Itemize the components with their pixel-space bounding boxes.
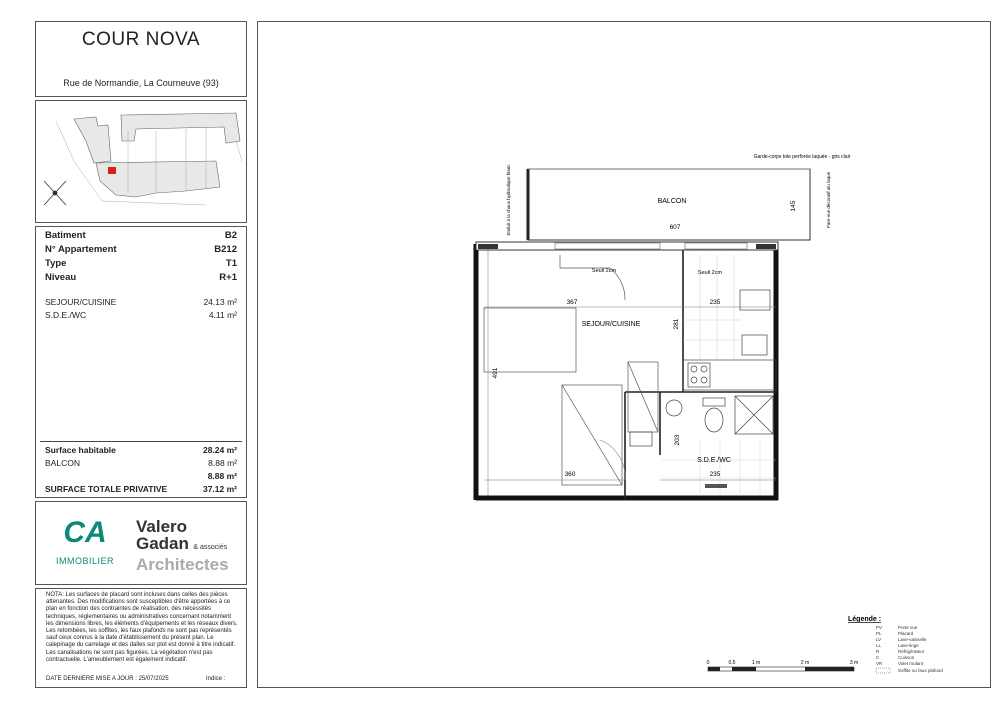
scale-label: 0.5 [728, 660, 736, 666]
total-row [45, 484, 237, 496]
door-swing [600, 440, 625, 480]
floor-plan [258, 22, 990, 687]
scale-label: 0 [706, 660, 710, 666]
ext-total-row [45, 471, 237, 483]
dim-sejour-depth: 491 [492, 367, 499, 379]
building-value: B2 [224, 230, 237, 241]
ext-total-value: 8.88 m² [207, 471, 237, 481]
index-label: Indice : [206, 676, 226, 682]
type-label: Type [45, 258, 67, 269]
level-value: R+1 [219, 272, 237, 283]
railing-note: Garde-corps tole perforée laquée - gris clair [753, 154, 851, 160]
legend-text: Porte vue [898, 625, 918, 630]
legend-code: C [876, 655, 880, 660]
room-name: SEJOUR/CUISINE [45, 297, 117, 307]
plan-frame [257, 21, 991, 688]
threshold-label: Seuil 2cm [697, 270, 723, 276]
balcony-label: BALCON [657, 198, 687, 205]
legend-code: LL [876, 643, 882, 648]
window-sejour [555, 243, 660, 249]
logos-box [35, 501, 247, 585]
furniture [484, 255, 658, 485]
arch-line3: Architectes [136, 555, 229, 574]
room-area: 24.13 m² [203, 297, 237, 307]
window-kitchen [685, 243, 747, 249]
dim-balcony-width: 607 [669, 224, 681, 231]
legend-soffit: Soffite ou faux plafond [898, 668, 943, 673]
dim-balcony-depth: 145 [790, 200, 797, 212]
legend-text: Volet roulant [898, 661, 924, 666]
arch-assoc: & associés [193, 544, 228, 551]
legend-text: Placard [898, 631, 914, 636]
balcon-row [45, 458, 237, 470]
room-name: S.D.E./WC [45, 310, 87, 320]
scale-label: 3 m [849, 660, 859, 666]
compass-icon [44, 181, 66, 205]
dim-kitchen-depth: 281 [673, 318, 680, 330]
building-row [45, 230, 237, 242]
dim-sejour-width: 367 [566, 299, 578, 306]
legend-text: Lave-vaisselle [898, 637, 927, 642]
threshold-label: Seuil 2cm [591, 268, 617, 274]
site-map-box [35, 100, 247, 223]
habitable-label: Surface habitable [45, 445, 116, 455]
dim-bottom-left: 360 [564, 471, 576, 478]
project-address: Rue de Normandie, La Courneuve (93) [63, 78, 219, 88]
scale-label: 2 m [800, 660, 810, 666]
room-area: 4.11 m² [208, 310, 237, 320]
arch-line1: Valero [136, 517, 188, 536]
building-label: Batiment [45, 230, 86, 241]
disclaimer-note: NOTA: Les surfaces de placard sont incluses dans celles des pièces attenantes. Des modifications sont susceptibles d'être apportées à ce plan en fonction des contraintes de réalisation, des nécessités techniques, réglementaires ou administratives concernant notamment les dimensions libres, les éléments d'équipements et les réseaux divers. Les retombées, les soffites, les faux plafonds ne sont pas représentés sauf ceux connus à la date d'établissement du présent plan. Le calepinage du carrelage et des dalles sur plot est donné à titre indicatif. Les canalisations ne sont pas figurées. La végétation n'est pas contractuelle. L'ameublement est également indicatif. [46, 592, 238, 663]
legend-code: R [876, 649, 880, 654]
wall-note-left: Enduit à la chaux hydraulique blanc [506, 164, 511, 236]
credit-agricole-logo [46, 518, 124, 566]
arch-line2: Gadan [136, 534, 189, 553]
legend-title: Légende : [848, 616, 882, 623]
wall-note-right: Pare-vue décoratif alu laqué [826, 171, 831, 229]
update-date: DATE DERNIERE MISE A JOUR : 25/07/2025 [46, 676, 169, 682]
apartment-row [45, 244, 237, 256]
dim-sde-width: 235 [709, 471, 721, 478]
level-row [45, 272, 237, 284]
details-box [35, 226, 247, 498]
room-label-sejour: SEJOUR/CUISINE [581, 321, 641, 328]
header-box [35, 21, 247, 97]
note-box [35, 588, 247, 688]
project-title: COUR NOVA [81, 29, 201, 50]
legend-code: PV [876, 625, 883, 630]
legend-text: Cuisson [898, 655, 915, 660]
bathroom-fixtures [630, 396, 773, 446]
type-value: T1 [225, 258, 237, 269]
room-row [45, 310, 237, 322]
apartment-label: N° Appartement [45, 244, 117, 255]
type-row [45, 258, 237, 270]
dim-kitchen-width: 235 [709, 299, 721, 306]
legend-items [876, 625, 943, 673]
dim-sde-depth: 203 [674, 434, 681, 446]
legend-text: Réfrigérateur [898, 649, 925, 654]
dimension-lines [484, 250, 776, 496]
habitable-row [45, 445, 237, 457]
total-label: SURFACE TOTALE PRIVATIVE [45, 484, 168, 494]
bank-sub: IMMOBILIER [55, 556, 114, 566]
bank-mark: CA [63, 516, 107, 549]
habitable-value: 28.24 m² [202, 445, 237, 455]
level-label: Niveau [45, 272, 77, 283]
architect-logo [136, 518, 229, 573]
apartment-value: B212 [214, 244, 237, 255]
legend-code: VR [876, 661, 883, 666]
apartment-marker [108, 167, 116, 174]
scale-bar [707, 660, 859, 671]
room-label-sde: S.D.E./WC [697, 457, 731, 464]
legend-code: LV [876, 637, 882, 642]
balcon-label: BALCON [45, 458, 80, 468]
balcon-value: 8.88 m² [208, 458, 237, 468]
divider [40, 441, 242, 442]
room-row [45, 297, 237, 309]
scale-label: 1 m [751, 660, 761, 666]
legend-text: Lave-linge [898, 643, 919, 648]
total-value: 37.12 m² [202, 484, 237, 494]
site-map [36, 101, 246, 222]
legend-code: PL [876, 631, 882, 636]
